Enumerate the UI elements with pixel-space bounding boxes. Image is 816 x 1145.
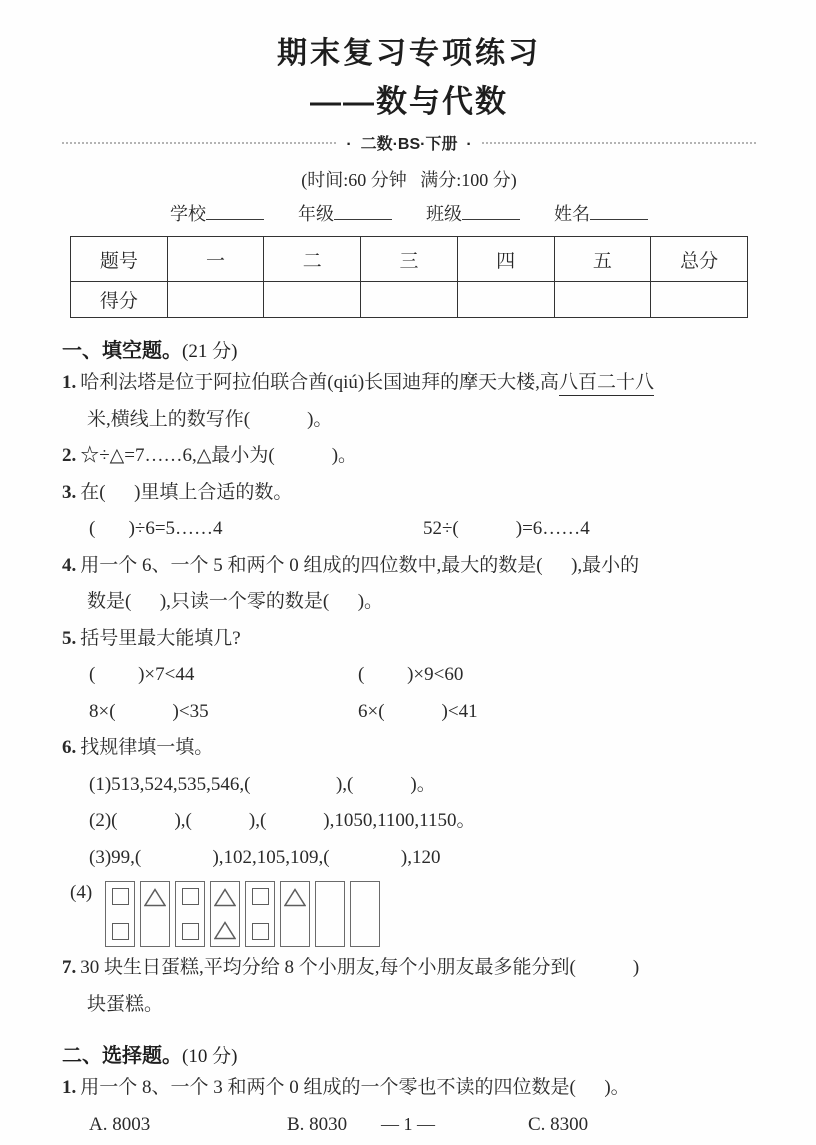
square-shape bbox=[252, 888, 269, 905]
s1-q3-equations bbox=[62, 511, 756, 548]
score-header-cell: 一 bbox=[167, 237, 264, 282]
section2-title: 二、选择题。 bbox=[62, 1045, 182, 1067]
s1-q5-row2 bbox=[62, 694, 756, 731]
score-table-header-row bbox=[71, 237, 748, 282]
s1-q6-sub4 bbox=[62, 881, 756, 947]
question-number: 2. bbox=[62, 445, 77, 466]
option-b: B. 8030 bbox=[287, 1113, 348, 1135]
field-blank bbox=[206, 204, 264, 220]
score-table-score-row bbox=[71, 282, 748, 318]
s1-q2 bbox=[62, 438, 756, 475]
question-text: 哈利法塔是位于阿拉伯联合酋(qiú)长国迪拜的摩天大楼,高 bbox=[80, 372, 559, 393]
pattern-card bbox=[140, 881, 170, 947]
pattern-card bbox=[350, 881, 380, 947]
square-shape bbox=[112, 923, 129, 940]
square-shape bbox=[112, 888, 129, 905]
s1-q1-line2: 米,横线上的数写作( )。 bbox=[87, 408, 333, 430]
student-field-class bbox=[426, 200, 520, 226]
s1-q4-line2: 数是( ),只读一个零的数是( )。 bbox=[87, 591, 384, 612]
field-blank bbox=[590, 204, 648, 220]
question-number: 6. bbox=[62, 737, 77, 758]
question-number: 5. bbox=[62, 627, 77, 649]
question-number: 7. bbox=[62, 957, 77, 978]
student-field-grade bbox=[298, 200, 392, 226]
equation-right: 52÷( )=6……4 bbox=[423, 518, 590, 539]
score-header-cell: 题号 bbox=[71, 237, 168, 282]
question-number: 4. bbox=[62, 554, 77, 576]
dotted-rule-left bbox=[62, 142, 336, 144]
page-number: — 1 — bbox=[381, 1114, 435, 1134]
section1-title: 一、填空题。 bbox=[62, 340, 182, 362]
student-field-school bbox=[170, 200, 264, 226]
s1-q6-sub1: (1)513,524,535,546,( ),( )。 bbox=[89, 773, 436, 795]
square-shape bbox=[182, 888, 199, 905]
s1-q4-line1 bbox=[62, 548, 756, 585]
dotted-rule-right bbox=[482, 142, 756, 144]
s1-q3 bbox=[62, 475, 756, 512]
option-a: A. 8003 bbox=[89, 1113, 151, 1135]
s2-q1 bbox=[62, 1070, 756, 1107]
edition-label: · 二数·BS·下册 · bbox=[346, 136, 472, 153]
pattern-cards bbox=[105, 881, 380, 947]
student-field-name bbox=[554, 200, 648, 226]
underlined-number-words: 八百二十八 bbox=[559, 372, 654, 396]
score-cell bbox=[651, 282, 748, 318]
score-cell bbox=[167, 282, 264, 318]
section2-score: (10 分) bbox=[182, 1046, 238, 1067]
page-subtitle: ——数与代数 bbox=[310, 84, 508, 119]
s1-q5 bbox=[62, 621, 756, 658]
pattern-card bbox=[315, 881, 345, 947]
field-label: 班级 bbox=[426, 204, 462, 224]
equation-left: 8×( )<35 bbox=[89, 700, 209, 722]
score-row-label: 得分 bbox=[71, 282, 168, 318]
edition-divider bbox=[62, 131, 756, 154]
section2-heading bbox=[62, 1039, 756, 1068]
score-header-cell: 四 bbox=[457, 237, 554, 282]
equation-right: 6×( )<41 bbox=[358, 700, 478, 722]
s1-q7-line2: 块蛋糕。 bbox=[87, 993, 164, 1015]
equation-left: ( )÷6=5……4 bbox=[89, 518, 223, 539]
question-number: 1. bbox=[62, 1077, 77, 1098]
student-info-row bbox=[62, 200, 756, 226]
field-label: 年级 bbox=[298, 204, 334, 224]
page-title: 期末复习专项练习 bbox=[277, 37, 541, 70]
s1-q5-row1 bbox=[62, 657, 756, 694]
score-cell bbox=[554, 282, 651, 318]
s1-q6-sub2: (2)( ),( ),( ),1050,1100,1150。 bbox=[89, 810, 476, 831]
s1-q1-line1 bbox=[62, 365, 756, 402]
pattern-card bbox=[175, 881, 205, 947]
equation-right: ( )×9<60 bbox=[358, 664, 464, 685]
score-header-cell: 总分 bbox=[651, 237, 748, 282]
question-text: 用一个 6、一个 5 和两个 0 组成的四位数中,最大的数是( ),最小的 bbox=[80, 554, 640, 576]
score-header-cell: 三 bbox=[361, 237, 458, 282]
field-label: 学校 bbox=[170, 204, 206, 224]
question-text: 30 块生日蛋糕,平均分给 8 个小朋友,每个小朋友最多能分到( ) bbox=[80, 957, 640, 978]
question-text: 在( )里填上合适的数。 bbox=[80, 481, 293, 503]
question-text: 用一个 8、一个 3 和两个 0 组成的一个零也不读的四位数是( )。 bbox=[80, 1077, 630, 1098]
triangle-shape bbox=[144, 888, 166, 907]
question-number: 3. bbox=[62, 481, 77, 503]
section1-score: (21 分) bbox=[182, 341, 238, 362]
s1-q7-line1 bbox=[62, 950, 756, 987]
question-number: 1. bbox=[62, 372, 77, 393]
field-blank bbox=[462, 204, 520, 220]
triangle-shape bbox=[284, 888, 306, 907]
question-text: 括号里最大能填几? bbox=[80, 627, 241, 649]
score-header-cell: 二 bbox=[264, 237, 361, 282]
question-text: 找规律填一填。 bbox=[80, 737, 214, 758]
option-c: C. 8300 bbox=[528, 1113, 589, 1135]
triangle-shape bbox=[214, 921, 236, 940]
square-shape bbox=[252, 923, 269, 940]
sub-question-label: (4) bbox=[70, 882, 93, 903]
square-shape bbox=[182, 923, 199, 940]
s1-q6 bbox=[62, 730, 756, 767]
section1-heading bbox=[62, 334, 756, 363]
score-cell bbox=[264, 282, 361, 318]
score-cell bbox=[457, 282, 554, 318]
pattern-card bbox=[105, 881, 135, 947]
triangle-shape bbox=[214, 888, 236, 907]
pattern-card bbox=[210, 881, 240, 947]
equation-left: ( )×7<44 bbox=[89, 664, 195, 685]
pattern-card bbox=[280, 881, 310, 947]
question-text: ☆÷△=7……6,△最小为( )。 bbox=[80, 445, 358, 466]
score-cell bbox=[361, 282, 458, 318]
s1-q6-sub3: (3)99,( ),102,105,109,( ),120 bbox=[89, 846, 441, 868]
score-table bbox=[70, 236, 748, 318]
exam-meta: (时间:60 分钟 满分:100 分) bbox=[301, 170, 517, 190]
score-header-cell: 五 bbox=[554, 237, 651, 282]
field-blank bbox=[334, 204, 392, 220]
field-label: 姓名 bbox=[554, 204, 590, 224]
pattern-card bbox=[245, 881, 275, 947]
